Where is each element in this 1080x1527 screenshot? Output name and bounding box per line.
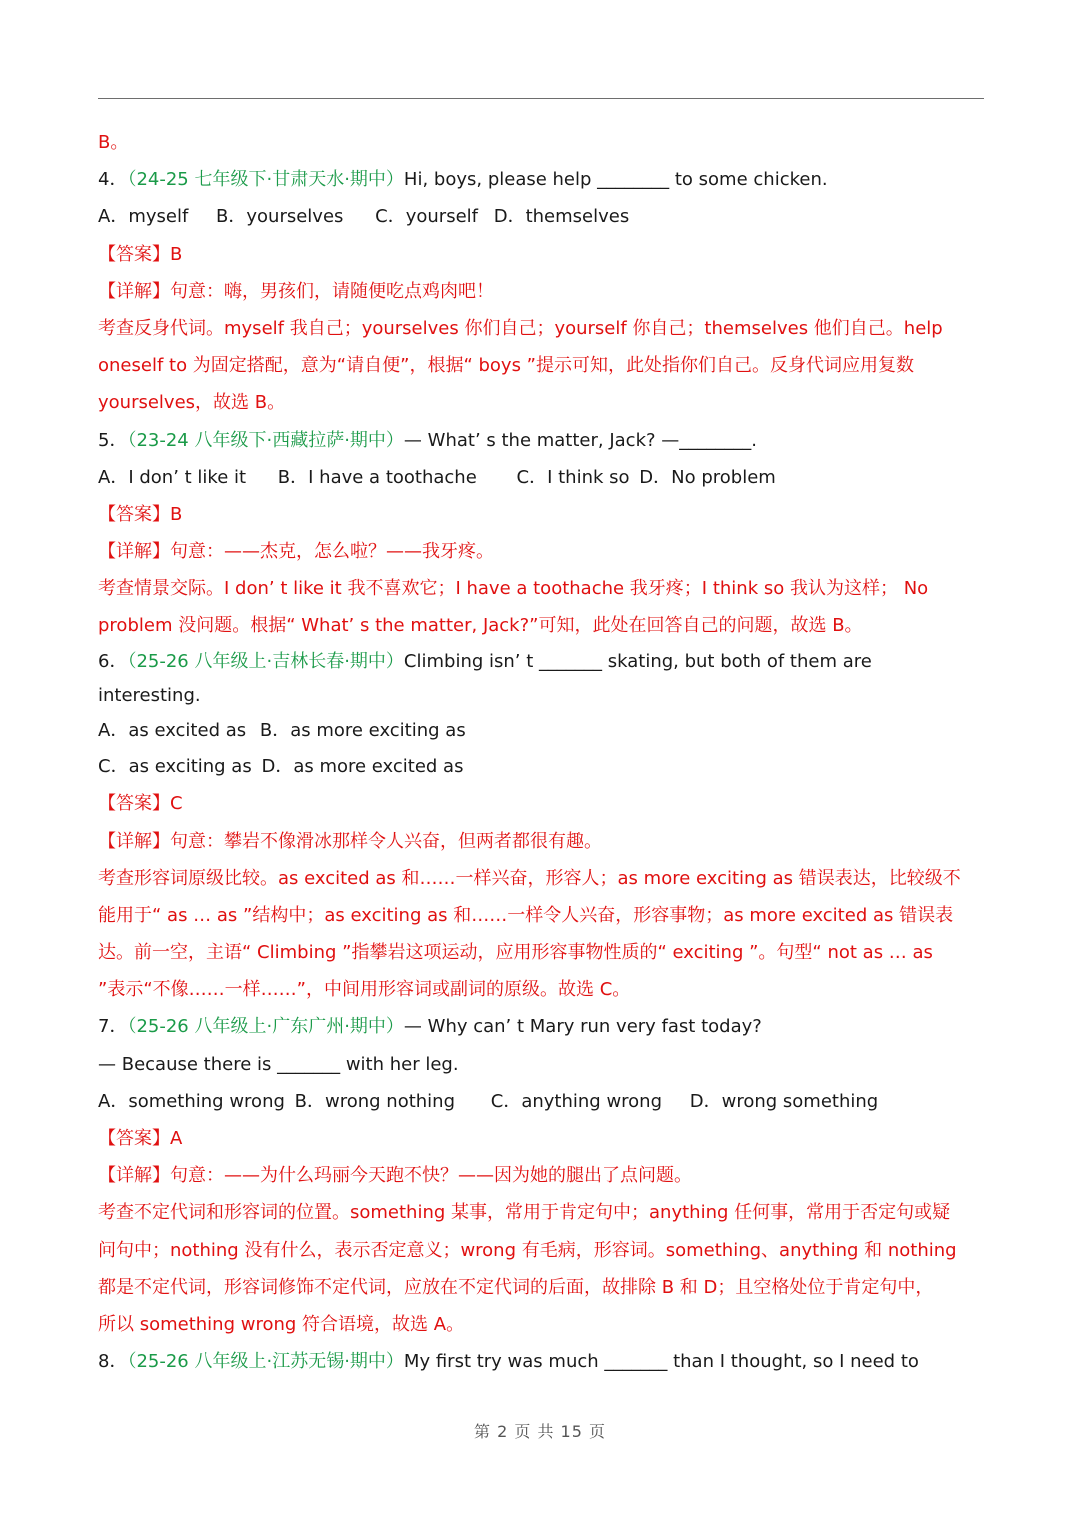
option-a: A．something wrong (98, 1090, 285, 1112)
answer-label: 【答案】 (98, 793, 170, 815)
option-d: D．as more excited as (261, 756, 464, 778)
option-a: A．myself (98, 206, 189, 228)
question-text: My first try was much _______ than I thought, so I need to (403, 1351, 919, 1373)
answer-label: 【答案】 (98, 243, 170, 265)
detail-label: 【详解】 (98, 830, 170, 852)
question-7-options (98, 1083, 990, 1120)
question-7-stem-continued: — Because there is _______ with her leg. (98, 1053, 459, 1075)
question-source: （25-26 八年级上·广东广州·期中） (127, 1016, 404, 1038)
footer-page-current: 2 (497, 1422, 509, 1441)
question-5-explanation-line: problem 没问题。根据“ What’ s the matter, Jack?”可知，此处在回答自己的问题，故选 B。 (98, 615, 863, 637)
question-6-stem-continued: interesting. (98, 685, 201, 707)
question-7-explanation-line: 考查不定代词和形容词的位置。something 某事，常用于肯定句中；anything 任何事，常用于否定句或疑 (98, 1202, 951, 1224)
footer-page-suffix: 页 (589, 1422, 607, 1441)
detail-label: 【详解】 (98, 541, 170, 563)
option-c: C．anything wrong (490, 1090, 663, 1112)
option-a: A．I don’ t like it (98, 466, 247, 488)
option-b: B．as more exciting as (259, 719, 466, 741)
question-6-stem (98, 645, 990, 680)
question-5-options (98, 459, 990, 496)
header-rule (98, 98, 984, 99)
question-4-detail (98, 273, 990, 310)
question-7-answer (98, 1120, 990, 1157)
question-text: Hi, boys, please help ________ to some chicken. (403, 169, 828, 191)
question-source: （25-26 八年级上·吉林长春·期中） (127, 650, 404, 672)
option-b: B．wrong nothing (294, 1090, 456, 1112)
detail-meaning: 句意：嗨，男孩们，请随便吃点鸡肉吧！ (170, 280, 494, 302)
footer-page-mid: 页 共 (514, 1422, 555, 1441)
question-4-explanation-line: oneself to 为固定搭配，意为“请自便”，根据“ boys ”提示可知，此处指你们自己。反身代词应用复数 (98, 355, 915, 377)
previous-answer-tail: B。 (98, 132, 129, 153)
question-6-options-row-1 (98, 714, 990, 749)
question-6-options-row-2 (98, 748, 990, 785)
option-a: A．as excited as (98, 719, 247, 741)
option-c: C．as exciting as (98, 756, 252, 778)
question-4-options (98, 198, 990, 235)
question-6-answer (98, 785, 990, 822)
option-d: D．wrong something (689, 1090, 879, 1112)
question-5-detail (98, 533, 990, 570)
option-d: D．themselves (493, 206, 630, 228)
question-4-explanation-line: yourselves，故选 B。 (98, 392, 286, 414)
question-text: — Why can’ t Mary run very fast today? (403, 1016, 762, 1038)
question-4-answer (98, 236, 990, 273)
question-text: Climbing isn’ t _______ skating, but both of them are (403, 650, 872, 672)
question-source: （25-26 八年级上·江苏无锡·期中） (127, 1351, 404, 1373)
option-d: D．No problem (639, 466, 776, 488)
option-c: C．yourself (375, 206, 478, 228)
question-7-explanation-line: 都是不定代词，形容词修饰不定代词，应放在不定代词的后面，故排除 B 和 D；且空格处位于肯定句中， (98, 1276, 934, 1298)
question-number: 8． (98, 1351, 128, 1373)
question-source: （23-24 八年级下·西藏拉萨·期中） (127, 429, 404, 451)
question-4-explanation-line: 考查反身代词。myself 我自己；yourselves 你们自己；yourself 你自己；themselves 他们自己。help (98, 317, 943, 339)
option-c: C．I think so (516, 466, 630, 488)
question-6-explanation-line: 能用于“ as … as ”结构中；as exciting as 和……一样令人兴奋，形容事物；as more excited as 错误表 (98, 904, 954, 926)
question-5-stem (98, 422, 990, 459)
footer-page-prefix: 第 (473, 1422, 491, 1441)
footer-page-total: 15 (560, 1422, 583, 1441)
question-7-explanation-line: 问句中；nothing 没有什么，表示否定意义；wrong 有毛病，形容词。something、anything 和 nothing (98, 1239, 957, 1261)
question-number: 5． (98, 429, 128, 451)
answer-label: 【答案】 (98, 503, 170, 525)
option-b: B．I have a toothache (277, 466, 477, 488)
question-text: — What’ s the matter, Jack? —________. (403, 429, 757, 451)
page-content (98, 124, 990, 1380)
answer-value: B (170, 503, 183, 525)
question-5-answer (98, 496, 990, 533)
question-7-explanation-line: 所以 something wrong 符合语境，故选 A。 (98, 1313, 465, 1335)
answer-value: A (170, 1128, 183, 1149)
question-5-explanation-line: 考查情景交际。I don’ t like it 我不喜欢它；I have a toothache 我牙疼；I think so 我认为这样； No (98, 578, 929, 600)
question-number: 6． (98, 650, 128, 672)
detail-label: 【详解】 (98, 280, 170, 302)
question-number: 7． (98, 1016, 128, 1038)
answer-value: B (170, 243, 183, 265)
answer-value: C (170, 793, 183, 815)
question-4-stem (98, 161, 990, 198)
answer-label: 【答案】 (98, 1128, 170, 1149)
question-6-detail (98, 823, 990, 860)
detail-meaning: 句意：——为什么玛丽今天跑不快？——因为她的腿出了点问题。 (170, 1165, 692, 1187)
detail-label: 【详解】 (98, 1165, 170, 1187)
detail-meaning: 句意：——杰克，怎么啦？——我牙疼。 (170, 541, 494, 563)
option-b: B．yourselves (216, 206, 344, 228)
question-6-explanation-line: 考查形容词原级比较。as excited as 和……一样兴奋，形容人；as more exciting as 错误表达，比较级不 (98, 867, 961, 889)
question-7-detail (98, 1157, 990, 1194)
question-6-explanation-line: 达。前一空，主语“ Climbing ”指攀岩这项运动，应用形容事物性质的“ exciting ”。句型“ not as … as (98, 942, 933, 964)
question-source: （24-25 七年级下·甘肃天水·期中） (127, 169, 404, 191)
detail-meaning: 句意：攀岩不像滑冰那样令人兴奋，但两者都很有趣。 (170, 830, 602, 852)
page-footer (0, 1419, 1080, 1442)
question-8-stem (98, 1343, 990, 1380)
question-6-explanation-line: ”表示“不像……一样……”，中间用形容词或副词的原级。故选 C。 (98, 979, 631, 1001)
question-number: 4． (98, 169, 128, 191)
question-7-stem (98, 1008, 990, 1045)
